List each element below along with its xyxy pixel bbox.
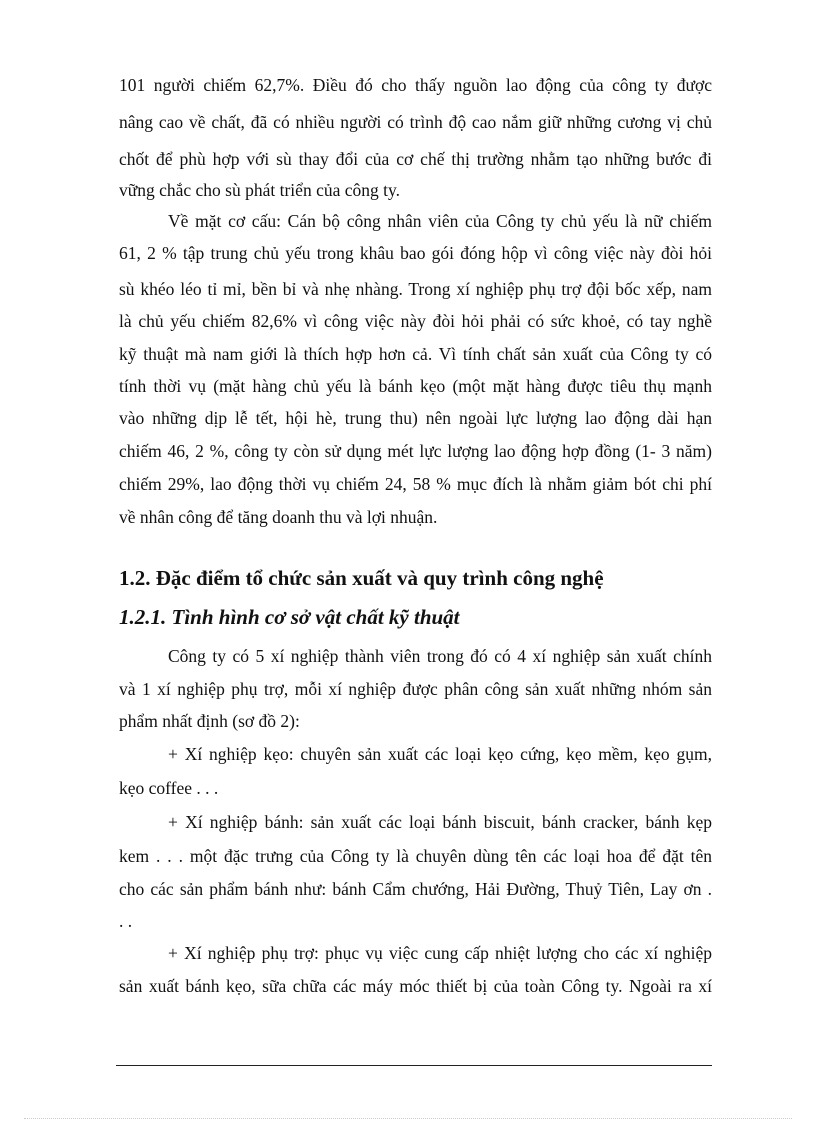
paragraph-line: kỹ thuật mà nam giới là thích hợp hơn cả. Vì tính chất sản xuất của Công ty có <box>119 344 712 364</box>
paragraph-line: và 1 xí nghiệp phụ trợ, mỗi xí nghiệp được phân công sản xuất những nhóm sản <box>119 679 712 699</box>
list-item-line: + Xí nghiệp bánh: sản xuất các loại bánh biscuit, bánh cracker, bánh kẹp <box>168 812 712 832</box>
paragraph-line: 61, 2 % tập trung chủ yếu trong khâu bao gói đóng hộp vì công việc này đòi hỏi <box>119 243 712 263</box>
list-item-line: kem . . . một đặc trưng của Công ty là chuyên dùng tên các loại hoa để đặt tên <box>119 846 712 866</box>
list-item-line: . . <box>119 911 133 931</box>
list-item-line: sản xuất bánh kẹo, sữa chữa các máy móc thiết bị của toàn Công ty. Ngoài ra xí <box>119 976 712 996</box>
list-item-line: kẹo coffee . . . <box>119 778 219 798</box>
paragraph-line: tính thời vụ (mặt hàng chủ yếu là bánh kẹo (một mặt hàng được tiêu thụ mạnh <box>119 376 712 396</box>
paragraph-line: về nhân công để tăng doanh thu và lợi nhuận. <box>119 507 438 527</box>
list-item-line: + Xí nghiệp kẹo: chuyên sản xuất các loại kẹo cứng, kẹo mềm, kẹo gụm, <box>168 744 712 764</box>
paragraph-line: chốt để phù hợp với sù thay đổi của cơ chế thị trường nhằm tạo những bước đi <box>119 149 712 169</box>
paragraph-line: là chủ yếu chiếm 82,6% vì công việc này đòi hỏi phải có sức khoẻ, có tay nghề <box>119 311 712 331</box>
paragraph-line: phẩm nhất định (sơ đồ 2): <box>119 711 300 731</box>
subsection-heading: 1.2.1. Tình hình cơ sở vật chất kỹ thuật <box>119 605 460 629</box>
paragraph-line: 101 người chiếm 62,7%. Điều đó cho thấy nguồn lao động của công ty được <box>119 75 712 95</box>
paragraph-line: vững chắc cho sù phát triển của công ty. <box>119 180 400 200</box>
paragraph-line: Công ty có 5 xí nghiệp thành viên trong đó có 4 xí nghiệp sản xuất chính <box>168 646 712 666</box>
section-heading: 1.2. Đặc điểm tổ chức sản xuất và quy trình công nghệ <box>119 566 604 590</box>
paragraph-line: Về mặt cơ cấu: Cán bộ công nhân viên của Công ty chủ yếu là nữ chiếm <box>168 211 712 231</box>
paragraph-line: vào những dịp lễ tết, hội hè, trung thu) nên ngoài lực lượng lao động dài hạn <box>119 408 712 428</box>
paragraph-line: chiếm 46, 2 %, công ty còn sử dụng mét lực lượng lao động hợp đồng (1- 3 năm) <box>119 441 712 461</box>
footer-divider <box>116 1065 712 1066</box>
paragraph-line: sù khéo léo tỉ mỉ, bền bỉ và nhẹ nhàng. Trong xí nghiệp phụ trợ đội bốc xếp, nam <box>119 279 712 299</box>
paragraph-line: chiếm 29%, lao động thời vụ chiếm 24, 58 % mục đích là nhằm giảm bót chi phí <box>119 474 712 494</box>
list-item-line: + Xí nghiệp phụ trợ: phục vụ việc cung cấp nhiệt lượng cho các xí nghiệp <box>168 943 712 963</box>
list-item-line: cho các sản phẩm bánh như: bánh Cẩm chướng, Hải Đường, Thuỷ Tiên, Lay ơn . <box>119 879 712 899</box>
page-edge-dotted-line <box>24 1118 792 1119</box>
paragraph-line: nâng cao về chất, đã có nhiều người có trình độ cao nắm giữ những cương vị chủ <box>119 112 712 132</box>
